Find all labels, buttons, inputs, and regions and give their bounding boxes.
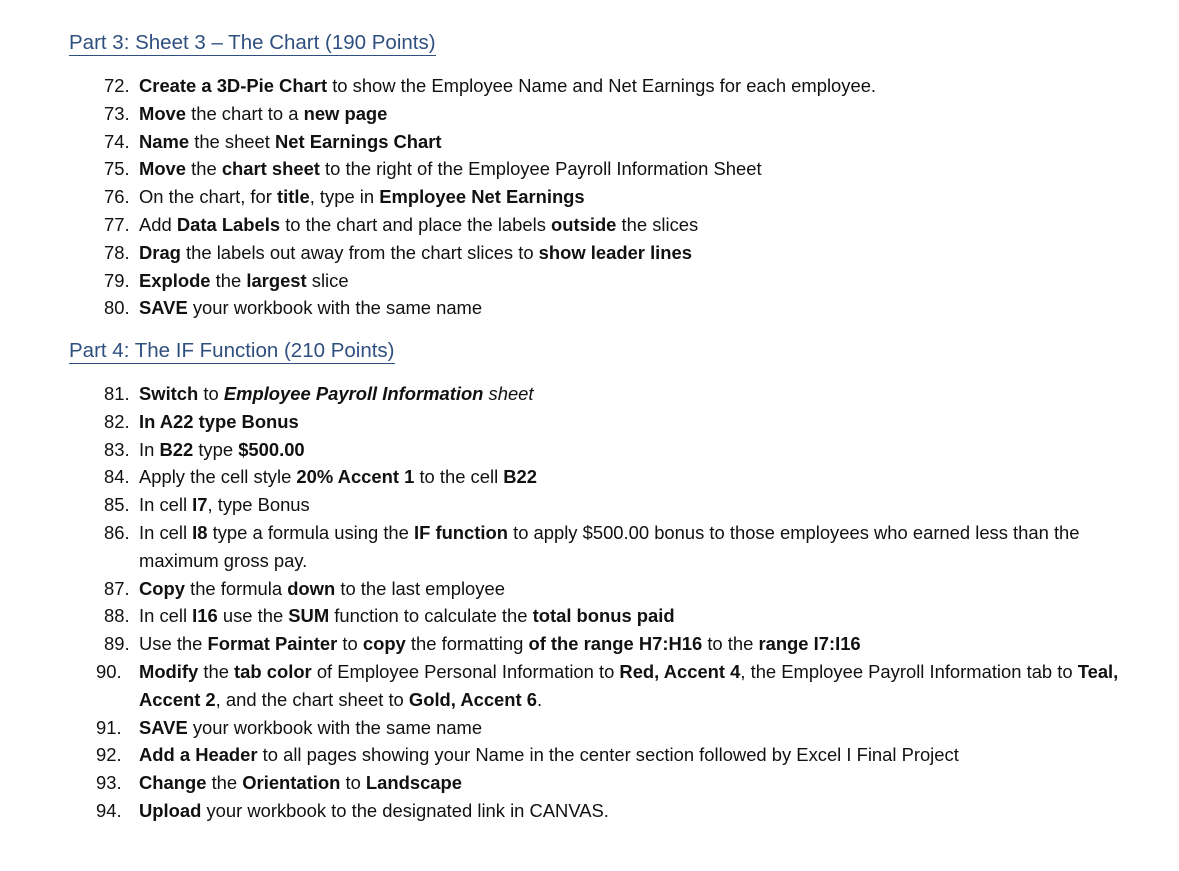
item-number: 82. <box>104 410 130 432</box>
part4-instruction-list <box>0 380 1179 825</box>
item-text <box>139 72 1129 100</box>
item-text <box>139 741 1129 769</box>
item-text-segment: Red, Accent 4 <box>619 660 741 682</box>
item-text-segment: your workbook with the same name <box>187 297 483 319</box>
list-item <box>0 714 1179 742</box>
item-text-segment: to the <box>702 633 759 655</box>
item-text-segment: Move <box>139 158 187 180</box>
item-text-segment: Change <box>139 772 207 794</box>
item-text-segment: range I7:I16 <box>758 633 861 655</box>
item-text-segment: In A22 type Bonus <box>139 410 299 432</box>
item-text-segment: Use the <box>139 633 208 655</box>
item-text-segment: the <box>210 269 247 291</box>
list-item <box>0 267 1179 295</box>
item-text-segment: your workbook to the designated link in CANVAS. <box>201 799 609 821</box>
item-text-segment: to all pages showing your Name in the center section followed by Excel I Final Project <box>257 744 959 766</box>
item-text-segment: the <box>198 660 235 682</box>
item-text-segment: Employee Payroll Information <box>223 383 484 404</box>
item-text-segment: In cell <box>139 494 193 516</box>
item-text-segment: SAVE <box>139 716 188 738</box>
item-number: 93. <box>96 772 122 794</box>
list-item <box>0 491 1179 519</box>
item-text-segment: Landscape <box>365 772 462 794</box>
item-text-segment: chart sheet <box>221 158 320 180</box>
item-text-segment: Format Painter <box>207 633 338 655</box>
item-text-segment: B22 <box>503 466 538 488</box>
item-text-segment: sheet <box>483 383 534 404</box>
item-text-segment: use the <box>217 605 289 627</box>
item-text-segment: type <box>193 438 239 460</box>
item-text-segment: Move <box>139 102 187 124</box>
item-number: 92. <box>96 744 122 766</box>
item-text <box>139 519 1129 575</box>
item-text-segment: Modify <box>139 660 199 682</box>
item-text-segment: Apply the cell style <box>139 466 297 488</box>
item-text <box>139 239 1129 267</box>
part3-heading-title: : Sheet 3 – The Chart (190 Points) <box>123 31 436 54</box>
item-text-segment: In cell <box>139 605 193 627</box>
item-text-segment: the <box>186 158 222 180</box>
item-text-segment: copy <box>362 633 406 655</box>
item-text-segment: Create a 3D-Pie Chart <box>139 75 328 96</box>
item-text <box>139 769 1129 797</box>
item-text-segment: Add <box>139 213 177 235</box>
item-text-segment: to <box>340 772 366 794</box>
list-item <box>0 294 1179 322</box>
item-text <box>139 267 1129 295</box>
item-number: 83. <box>104 438 130 460</box>
item-text-segment: total bonus paid <box>532 605 675 627</box>
item-text-segment: the sheet <box>189 130 275 152</box>
item-text <box>139 294 1129 322</box>
item-text <box>139 211 1129 239</box>
list-item <box>0 128 1179 156</box>
part3-heading-label: Part 3 <box>69 31 124 54</box>
list-item <box>0 183 1179 211</box>
item-text <box>139 797 1129 825</box>
item-number: 74. <box>104 130 130 152</box>
item-text-segment: Gold, Accent 6 <box>408 688 537 710</box>
item-text-segment: Copy <box>139 577 185 599</box>
item-number: 89. <box>104 633 130 655</box>
item-text <box>139 436 1129 464</box>
list-item <box>0 602 1179 630</box>
item-number: 90. <box>96 660 122 682</box>
item-text-segment: to apply $500.00 bonus to those employees who earned less than the maximum gross pay. <box>139 521 1080 571</box>
item-text-segment: SUM <box>288 605 330 627</box>
item-text <box>139 630 1129 658</box>
item-text-segment: largest <box>246 269 307 291</box>
item-text-segment: Drag <box>139 241 181 263</box>
item-text-segment: Data Labels <box>176 213 281 235</box>
item-text-segment: type a formula using the <box>207 521 414 543</box>
item-text-segment: I7 <box>192 494 208 516</box>
part4-heading-label: Part 4 <box>69 339 124 362</box>
item-text-segment: I8 <box>192 521 208 543</box>
item-text-segment: , and the chart sheet to <box>215 688 409 710</box>
item-text <box>139 100 1129 128</box>
item-text-segment: the slices <box>616 213 699 235</box>
item-text-segment: Employee Net Earnings <box>379 186 585 208</box>
list-item <box>0 155 1179 183</box>
list-item <box>0 463 1179 491</box>
part3-heading <box>69 31 436 56</box>
item-number: 72. <box>104 75 130 96</box>
item-text-segment: to the cell <box>414 466 504 488</box>
item-text-segment: to show the Employee Name and Net Earnings for each employee. <box>327 75 877 96</box>
item-text-segment: of Employee Personal Information to <box>311 660 620 682</box>
item-text-segment: Teal, Accent 2 <box>139 660 1119 710</box>
item-text-segment: . <box>537 688 543 710</box>
item-number: 79. <box>104 269 130 291</box>
item-number: 88. <box>104 605 130 627</box>
part4-heading-title: : The IF Function (210 Points) <box>123 339 395 362</box>
list-item <box>0 658 1179 714</box>
item-text-segment: IF function <box>414 521 508 543</box>
list-item <box>0 769 1179 797</box>
list-item <box>0 408 1179 436</box>
item-text-segment: In cell <box>139 521 193 543</box>
list-item <box>0 519 1179 575</box>
item-text-segment: Upload <box>139 799 202 821</box>
item-text-segment: Net Earnings Chart <box>274 130 442 152</box>
item-text-segment: to <box>198 383 224 404</box>
list-item <box>0 630 1179 658</box>
item-text-segment: In <box>139 438 160 460</box>
item-number: 78. <box>104 241 130 263</box>
item-text-segment: , type in <box>309 186 380 208</box>
item-number: 87. <box>104 577 130 599</box>
item-number: 77. <box>104 213 130 235</box>
item-text-segment: new page <box>303 102 388 124</box>
item-text <box>139 128 1129 156</box>
item-text-segment: 20% Accent 1 <box>296 466 415 488</box>
item-text-segment: tab color <box>234 660 312 682</box>
list-item <box>0 380 1179 408</box>
item-text-segment: outside <box>551 213 617 235</box>
item-text <box>139 714 1129 742</box>
list-item <box>0 741 1179 769</box>
item-text-segment: down <box>287 577 336 599</box>
list-item <box>0 72 1179 100</box>
item-number: 91. <box>96 716 122 738</box>
item-text-segment: the formatting <box>405 633 529 655</box>
list-item <box>0 436 1179 464</box>
item-text-segment: SAVE <box>139 297 188 319</box>
item-text-segment: title <box>277 186 310 208</box>
list-item <box>0 575 1179 603</box>
item-number: 86. <box>104 521 130 543</box>
item-text-segment: the <box>206 772 243 794</box>
item-number: 81. <box>104 383 130 404</box>
item-text-segment: Add a Header <box>139 744 258 766</box>
item-number: 94. <box>96 799 122 821</box>
item-text-segment: Name <box>139 130 190 152</box>
item-text <box>139 380 1129 408</box>
list-item <box>0 211 1179 239</box>
item-text <box>139 602 1129 630</box>
item-text-segment: Explode <box>139 269 211 291</box>
item-text <box>139 575 1129 603</box>
list-item <box>0 100 1179 128</box>
item-text <box>139 491 1129 519</box>
item-text-segment: Orientation <box>242 772 341 794</box>
item-text-segment: , type Bonus <box>207 494 310 516</box>
item-text-segment: $500.00 <box>238 438 305 460</box>
item-number: 80. <box>104 297 130 319</box>
item-text-segment: slice <box>306 269 349 291</box>
item-text-segment: to the last employee <box>335 577 505 599</box>
item-text <box>139 408 1129 436</box>
item-text-segment: to <box>337 633 363 655</box>
item-text-segment: Switch <box>139 383 199 404</box>
item-text-segment: the formula <box>184 577 288 599</box>
list-item <box>0 797 1179 825</box>
part4-heading <box>69 339 395 364</box>
item-text-segment: to the chart and place the labels <box>280 213 552 235</box>
part3-instruction-list <box>0 72 1179 322</box>
item-text <box>139 463 1129 491</box>
item-text-segment: On the chart, for <box>139 186 277 208</box>
item-text-segment: the chart to a <box>186 102 304 124</box>
item-number: 75. <box>104 158 130 180</box>
item-text-segment: I16 <box>192 605 218 627</box>
item-text <box>139 658 1129 714</box>
list-item <box>0 239 1179 267</box>
item-number: 85. <box>104 494 130 516</box>
item-number: 76. <box>104 186 130 208</box>
item-text-segment: show leader lines <box>538 241 692 263</box>
item-text <box>139 183 1129 211</box>
item-text-segment: , the Employee Payroll Information tab to <box>740 660 1078 682</box>
item-number: 73. <box>104 102 130 124</box>
item-text-segment: of the range H7:H16 <box>528 633 703 655</box>
item-text-segment: function to calculate the <box>329 605 533 627</box>
item-number: 84. <box>104 466 130 488</box>
item-text-segment: your workbook with the same name <box>187 716 483 738</box>
item-text-segment: the labels out away from the chart slices to <box>180 241 539 263</box>
item-text-segment: B22 <box>159 438 194 460</box>
item-text-segment: to the right of the Employee Payroll Information Sheet <box>319 158 762 180</box>
item-text <box>139 155 1129 183</box>
